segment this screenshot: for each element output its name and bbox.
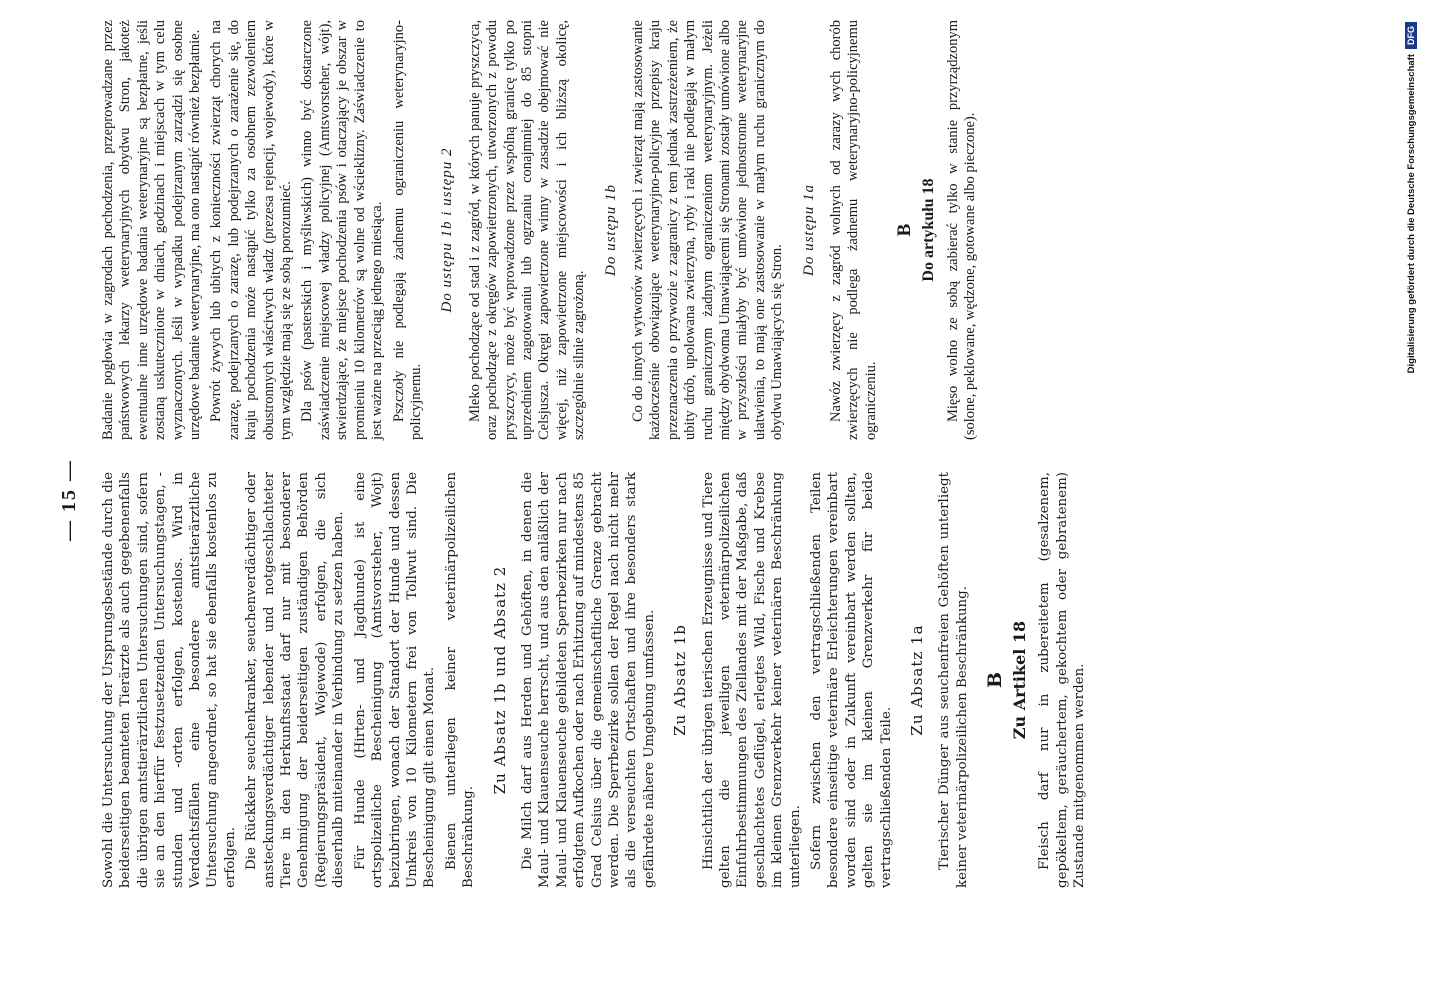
polish-column <box>100 20 984 440</box>
pl-heading-1: Do ustępu 1b i ustępu 2 <box>439 147 456 313</box>
pl-paragraph-6: Co do innych wytworów zwierzęcych i zwierząt mają zastosowanie każdocześnie obowiązujące weterynaryjno-policyjne przepisy kraju przeznaczenia o przywozie z zagranicy z tem jednak zastrzeżeniem, że ubity drób, upolowana zwierzyna, ryby i raki nie podlegają w małym ruchu granicznym żadnym ograniczeniom weterynaryjnym. Jeżeli między obydwoma Umawiającemi się Stronami zostały umówione albo w przyszłości miałyby być umówione jednostronne weterynaryjne ułatwienia, to mają one zastosowanie w małym ruchu granicznym do obydwu Umawiających się Stron. <box>629 20 786 440</box>
pl-paragraph-5: Mleko pochodzące od stad i z zagród, w których panuje pryszczyca, oraz pochodzące z okręgów zapowietrzonych, utworzonych z powodu pryszczycy, może być wprowadzone przez wspólną granicę tylko po uprzedniem zagotowaniu lub ogrzaniu conajmniej do 85 stopni Celsjusza. Okręgi zapowietrzone winny w zasadzie obejmować nie więcej, niż zapowietrzone miejscowości i ich bliższą okolicę, szczególnie silnie zagrożoną. <box>466 20 588 440</box>
pl-paragraph-3: Dla psów (pasterskich i myśliwskich) winno być dostarczone zaświadczenie miejscowej władzy policyjnej (Amtsvorsteher, wójt), stwierdzające, że miejsce pochodzenia psów i otaczający je obszar w promieniu 10 kilometrów są wolne od wścieklizny. Zaświadczenie to jest ważne na przeciąg jednego miesiąca. <box>299 20 386 440</box>
de-article-heading: Zu Artikel 18 <box>1009 620 1029 740</box>
pl-paragraph-1: Badanie pogłowia w zagrodach pochodzenia, przeprowadzane przez państwowych lekarzy weterynaryjnych obydwu Stron, jakoteż ewentualne inne urzędowe badania weterynaryjne są bezpłatne, jeśli zostaną uskutecznione w dniach, godzinach i miejscach w tym celu wyznaczonych. Jeśli w wypadku podejrzanym zarządzi się osobne urzędowe badanie weterynaryjne, ma ono nastąpić również bezpłatnie. <box>100 20 204 440</box>
credit-text: Digitalisierung gefördert durch die Deutsche Forschungsgemeinschaft <box>1405 54 1417 374</box>
dfg-logo: DFG <box>1405 22 1417 49</box>
de-paragraph-1: Sowohl die Untersuchung der Ursprungsbestände durch die beiderseitigen beamteten Tierärzte als auch gegebenenfalls die übrigen amtstierärztlichen Untersuchungen sind, sofern sie an den hierfür festzusetzenden Untersuchungstagen, -stunden und -orten erfolgen, kostenlos. Wird in Verdachtsfällen eine besondere amtstierärztliche Untersuchung angeordnet, so hat sie ebenfalls kostenlos zu erfolgen. <box>101 472 238 888</box>
de-paragraph-9: Fleisch darf nur in zubereitetem (gesalzenem, gepökeltem, geräuchertem, gekochtem oder gebratenem) Zustande mitgenommen werden. <box>1037 472 1087 888</box>
de-paragraph-6: Hinsichtlich der übrigen tierischen Erzeugnisse und Tiere gelten die jeweiligen veterinärpolizeilichen Einfuhrbestimmungen des Ziellandes mit der Maßgabe, daß geschlachtetes Geflügel, erlegtes Wild, Fische und Krebse im kleinen Grenzverkehr keiner veterinären Beschränkung unterliegen. <box>700 472 803 888</box>
pl-heading-3: Do ustępu 1a <box>800 184 817 276</box>
de-paragraph-5: Die Milch darf aus Herden und Gehöften, in denen die Maul- und Klauenseuche herrscht, und aus den anläßlich der Maul- und Klauenseuche gebildeten Sperrbezirken nur nach erfolgtem Aufkochen oder nach Erhitzung auf mindestens 85 Grad Celsius über die gemeinschaftliche Grenze gebracht werden. Die Sperrbezirke sollen der Regel nach nicht mehr als die verseuchten Ortschaften und ihre besonders stark gefährdete nähere Umgebung umfassen. <box>519 472 657 888</box>
pl-article-heading: Do artykułu 18 <box>919 178 937 282</box>
de-paragraph-3: Für Hunde (Hirten- und Jagdhunde) ist eine ortspolizeiliche Bescheinigung (Amtsvorsteher, Wojt) beizubringen, wonach der Standort der Hunde und dessen Umkreis von 10 Kilometern frei von Tollwut sind. Die Bescheinigung gilt einen Monat. <box>352 472 438 888</box>
digitization-credit <box>1405 22 1417 978</box>
pl-paragraph-2: Powrót żywych lub ubitych z konieczności zwierząt chorych na zarazę, podejrzanych o zarazę, lub podejrzanych o zarażenie się, do kraju pochodzenia może nastąpić tylko za osobnem zezwoleniem obustronnych właściwych władz (prezesa rejencji, wojewody), które w tym względzie mają się ze sobą porozumieć. <box>208 20 295 440</box>
german-column <box>100 472 1092 888</box>
de-paragraph-2: Die Rückkehr seuchenkranker, seuchenverdächtiger oder ansteckungsverdächtiger lebender und notgeschlachteter Tiere in den Herkunftsstaat darf nur mit besonderer Genehmigung der beiderseitigen zuständigen Behörden (Regierungspräsident, Wojewode) erfolgen, die sich dieserhalb miteinander in Verbindung zu setzen haben. <box>244 472 347 888</box>
de-heading-1: Zu Absatz 1b und Absatz 2 <box>490 565 509 795</box>
pl-paragraph-4: Pszczoły nie podlegają żadnemu ograniczeniu weterynaryjno-policyjnemu. <box>390 20 424 440</box>
page-number: — 15 — <box>58 459 80 541</box>
de-heading-3: Zu Absatz 1a <box>908 624 927 736</box>
de-section-letter: B <box>984 671 1007 689</box>
de-heading-2: Zu Absatz 1b <box>671 624 690 736</box>
pl-section-letter: B <box>894 223 916 237</box>
de-paragraph-7: Sofern zwischen den vertragschließenden Teilen besondere einseitige veterinäre Erleichterungen vereinbart worden sind oder in Zukunft vereinbart werden sollten, gelten sie im kleinen Grenzverkehr für beide vertragschließenden Teile. <box>809 472 894 888</box>
de-paragraph-4: Bienen unterliegen keiner veterinärpolizeilichen Beschränkung. <box>443 472 477 888</box>
pl-paragraph-7: Nawóz zwierzęcy z zagród wolnych od zarazy wych chorób zwierzęcych nie podlega żadnemu weterynaryjno-policyjnemu ograniczeniu. <box>828 20 879 440</box>
pl-paragraph-8: Mięso wolno ze sobą zabierać tylko w stanie przyrządzonym (solone, peklowane, wędzone, gotowane albo pieczone). <box>945 20 979 440</box>
de-paragraph-8: Tierischer Dünger aus seuchenfreien Gehöften unterliegt keiner veterinärpolizeilichen Beschränkung. <box>937 472 970 888</box>
pl-heading-2: Do ustępu 1b <box>602 184 619 276</box>
